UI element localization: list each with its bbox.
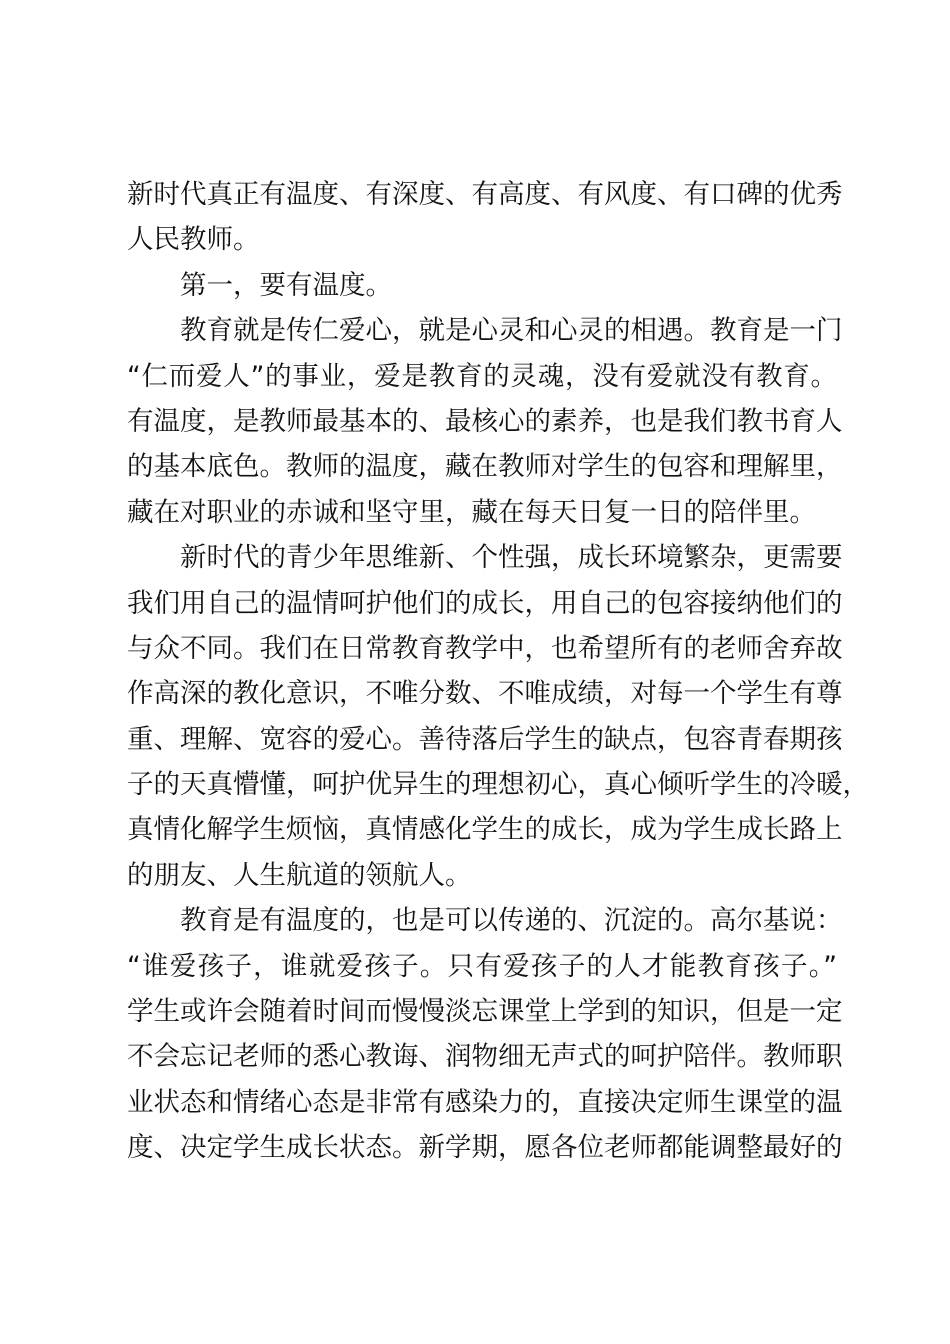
text-line: 不会忘记老师的悉心教诲、润物细无声式的呵护陪伴。教师职 [127,1041,843,1073]
document-body [127,172,869,1171]
text-line: 我们用自己的温情呵护他们的成长，用自己的包容接纳他们的 [127,587,843,619]
text-line: 重、理解、宽容的爱心。善待落后学生的缺点，包容青春期孩 [127,723,843,755]
text-line: 有温度，是教师最基本的、最核心的素养，也是我们教书育人 [127,405,843,437]
text-line: “谁爱孩子，谁就爱孩子。只有爱孩子的人才能教育孩子。” [127,950,837,982]
text-line: 学生或许会随着时间而慢慢淡忘课堂上学到的知识，但是一定 [127,996,843,1028]
text-line: 人民教师。 [127,224,260,256]
text-line: 的朋友、人生航道的领航人。 [127,859,472,891]
text-line: 的基本底色。教师的温度，藏在教师对学生的包容和理解里， [127,451,843,483]
text-line: 教育就是传仁爱心，就是心灵和心灵的相遇。教育是一门 [180,315,843,347]
text-line: 藏在对职业的赤诚和坚守里，藏在每天日复一日的陪伴里。 [127,496,816,528]
section-heading: 第一，要有温度。 [180,269,392,301]
text-line: 新时代真正有温度、有深度、有高度、有风度、有口碑的优秀 [127,179,843,210]
text-line: 业状态和情绪心态是非常有感染力的，直接决定师生课堂的温 [127,1086,843,1118]
text-line: 作高深的教化意识，不唯分数、不唯成绩，对每一个学生有尊 [127,678,843,710]
text-line: 子的天真懵懂，呵护优异生的理想初心，真心倾听学生的冷暖， [127,769,869,801]
text-line: 与众不同。我们在日常教育教学中，也希望所有的老师舍弃故 [127,632,843,664]
text-line: 新时代的青少年思维新、个性强，成长环境繁杂，更需要 [180,542,843,574]
text-line: 真情化解学生烦恼，真情感化学生的成长，成为学生成长路上 [127,814,843,846]
text-line: 度、决定学生成长状态。新学期，愿各位老师都能调整最好的 [127,1132,843,1164]
text-line: “仁而爱人”的事业，爱是教育的灵魂，没有爱就没有教育。 [127,360,837,392]
text-line: 教育是有温度的，也是可以传递的、沉淀的。高尔基说： [180,905,843,937]
